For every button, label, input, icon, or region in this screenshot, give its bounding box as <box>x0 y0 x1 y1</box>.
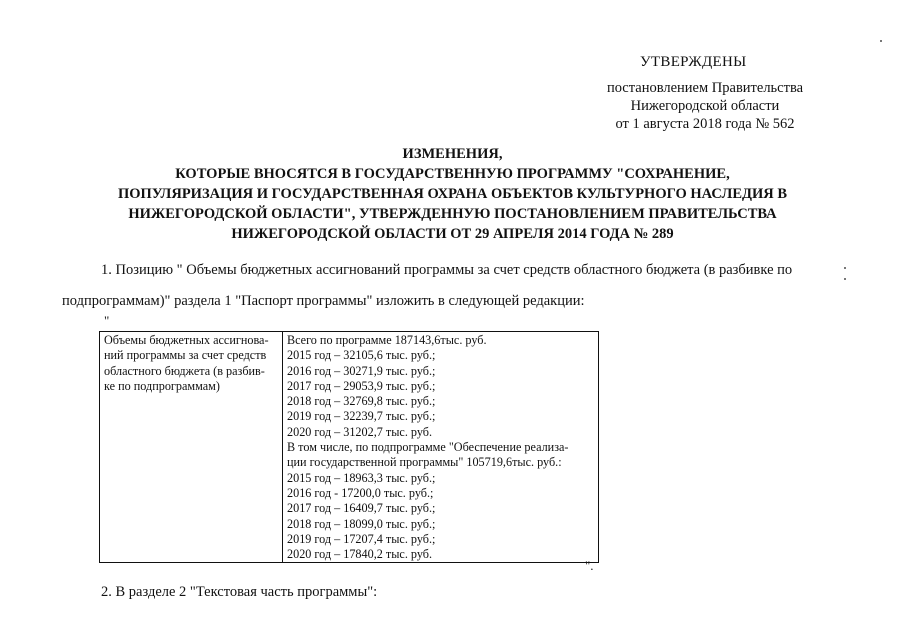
approval-line-3: от 1 августа 2018 года № 562 <box>615 116 795 132</box>
heading-line-2: КОТОРЫЕ ВНОСЯТСЯ В ГОСУДАРСТВЕННУЮ ПРОГРАММУ "СОХРАНЕНИЕ, <box>175 166 730 182</box>
paragraph-1-line-1: 1. Позицию " Объемы бюджетных ассигнований программы за счет средств областного бюджета (в разбивке по <box>101 262 793 278</box>
value-line: 2019 год – 32239,7 тыс. руб.; <box>287 409 436 424</box>
approval-line-2: Нижегородской области <box>630 98 780 114</box>
scan-mark <box>880 40 882 42</box>
budget-table <box>99 331 599 563</box>
value-line: 2018 год – 18099,0 тыс. руб.; <box>287 516 436 531</box>
heading-line-5: НИЖЕГОРОДСКОЙ ОБЛАСТИ ОТ 29 АПРЕЛЯ 2014 ГОДА № 289 <box>231 226 674 242</box>
approval-title: УТВЕРЖДЕНЫ <box>640 54 747 70</box>
table-cell-values <box>283 332 599 563</box>
open-quote: " <box>104 313 110 328</box>
heading-line-1: ИЗМЕНЕНИЯ, <box>402 146 503 162</box>
paragraph-1-line-2: подпрограммам)" раздела 1 "Паспорт программы" изложить в следующей редакции: <box>62 293 585 309</box>
value-line: 2020 год – 17840,2 тыс. руб. <box>287 547 433 562</box>
value-line: 2016 год – 30271,9 тыс. руб.; <box>287 363 436 378</box>
approval-line-1: постановлением Правительства <box>606 80 804 96</box>
value-line: В том числе, по подпрограмме "Обеспечение реализа- <box>287 440 569 455</box>
label-line: ке по подпрограммам) <box>104 378 220 393</box>
value-line: Всего по программе 187143,6тыс. руб. <box>287 333 487 347</box>
value-line: 2019 год – 17207,4 тыс. руб.; <box>287 531 436 546</box>
label-line: Объемы бюджетных ассигнова- <box>104 333 269 347</box>
close-quote: ". <box>585 558 594 573</box>
value-line: 2020 год – 31202,7 тыс. руб. <box>287 424 433 439</box>
scan-mark <box>844 278 846 280</box>
heading-line-4: НИЖЕГОРОДСКОЙ ОБЛАСТИ", УТВЕРЖДЕННУЮ ПОСТАНОВЛЕНИЕМ ПРАВИТЕЛЬСТВА <box>128 206 777 222</box>
value-line: ции государственной программы" 105719,6тыс. руб.: <box>287 455 562 470</box>
value-line: 2015 год – 32105,6 тыс. руб.; <box>287 348 436 363</box>
value-line: 2017 год – 16409,7 тыс. руб.; <box>287 501 436 516</box>
table-cell-label <box>100 332 283 563</box>
value-line: 2015 год – 18963,3 тыс. руб.; <box>287 470 436 485</box>
value-line: 2018 год – 32769,8 тыс. руб.; <box>287 394 436 409</box>
label-line: областного бюджета (в разбив- <box>104 363 265 378</box>
scan-mark <box>844 267 846 269</box>
paragraph-2: 2. В разделе 2 "Текстовая часть программы": <box>101 584 378 600</box>
label-line: ний программы за счет средств <box>104 348 267 363</box>
heading-line-3: ПОПУЛЯРИЗАЦИЯ И ГОСУДАРСТВЕННАЯ ОХРАНА ОБЪЕКТОВ КУЛЬТУРНОГО НАСЛЕДИЯ В <box>117 186 788 202</box>
value-line: 2017 год – 29053,9 тыс. руб.; <box>287 378 436 393</box>
table-row <box>100 332 599 563</box>
value-line: 2016 год - 17200,0 тыс. руб.; <box>287 485 434 500</box>
